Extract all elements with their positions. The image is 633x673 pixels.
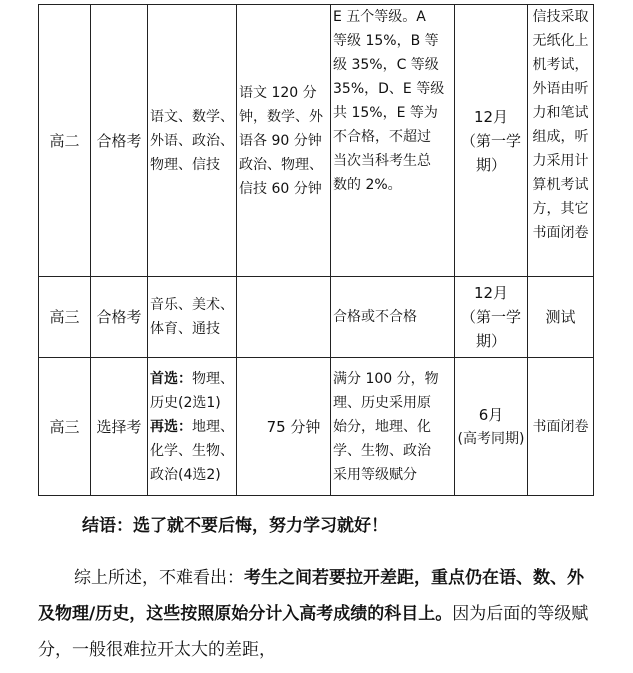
method-line: 机考试，: [532, 57, 589, 73]
subjects-line: 语文、数学、: [150, 108, 234, 125]
exam-type-cell: 合格考: [91, 277, 148, 358]
subjects-line: [150, 415, 234, 439]
grading-cell: [331, 358, 455, 496]
grading-line: 等级 15%，B 等: [333, 33, 439, 49]
second-choice-label: 再选：: [150, 418, 192, 435]
second-choice-subjects: 地理、: [192, 418, 234, 435]
time-line: （第一学: [460, 308, 521, 326]
time-line: 期）: [475, 155, 506, 174]
time-line: (高考同期): [457, 430, 525, 447]
grade-cell: 高三: [39, 358, 91, 496]
subjects-line: [150, 367, 234, 391]
duration-line: 钟，数学、外: [239, 108, 323, 125]
duration-cell: [237, 5, 331, 277]
paragraph-tail: 因为后面的等级赋分，一般很难拉开太大的差距，: [38, 604, 589, 660]
grading-line: 共 15%，E 等为: [333, 105, 438, 121]
duration-line: 政治、物理、: [239, 156, 323, 173]
method-line: 组成，听: [532, 129, 589, 145]
grading-line: 始分，地理、化: [333, 418, 431, 435]
duration-line: 语各 90 分钟: [239, 132, 322, 149]
method-line: 力采用计: [532, 153, 589, 169]
paragraph-emphasis: 考生之间若要拉开差距，重点仍在语、数、外及物理/历史，这些按照原始分计入高考成绩的科目上。: [38, 568, 584, 624]
time-line: （第一学: [460, 131, 521, 150]
grading-cell: [331, 5, 455, 277]
time-line: 12月: [473, 107, 509, 126]
method-line: 外语由听: [532, 81, 589, 97]
method-line: 力和笔试: [532, 105, 589, 121]
time-cell: [455, 5, 528, 277]
method-line: 无纸化上: [532, 33, 589, 49]
exam-type-cell: 选择考: [91, 358, 148, 496]
subjects-line: 物理、信技: [150, 156, 220, 173]
subjects-line: 音乐、美术、: [150, 297, 234, 313]
subjects-line: 政治(4选2): [150, 466, 221, 483]
exam-schedule-table: [38, 4, 594, 496]
conclusion-heading: 结语：选了就不要后悔，努力学习就好！: [82, 516, 388, 536]
grading-line: E 五个等级。A: [333, 9, 426, 25]
method-line: 书面闭卷: [532, 225, 589, 241]
duration-line: 信技 60 分钟: [239, 180, 322, 197]
time-line: 6月: [478, 405, 504, 424]
method-line: 信技采取: [532, 9, 589, 25]
subjects-cell: [148, 358, 237, 496]
grading-line: 采用等级赋分: [333, 466, 417, 483]
grading-line: 不合格，不超过: [333, 129, 431, 145]
subjects-line: 化学、生物、: [150, 442, 234, 459]
table-row: [39, 5, 594, 277]
first-choice-subjects: 物理、: [192, 370, 234, 387]
subjects-cell: [148, 5, 237, 277]
first-choice-label: 首选：: [150, 370, 192, 387]
subjects-cell: [148, 277, 237, 358]
grading-line: 当次当科考生总: [333, 153, 431, 169]
table-row: [39, 358, 594, 496]
grading-cell: [331, 277, 455, 358]
grade-cell: 高三: [39, 277, 91, 358]
duration-cell: [237, 277, 331, 358]
grading-line: 学、生物、政治: [333, 442, 431, 459]
time-line: 期）: [475, 332, 506, 350]
table-row: [39, 277, 594, 358]
time-line: 12月: [473, 284, 509, 302]
method-line: 算机考试: [532, 177, 589, 193]
exam-type-cell: 合格考: [91, 5, 148, 277]
subjects-line: 体育、通技: [150, 321, 220, 337]
summary-paragraph: [38, 560, 598, 668]
grading-line: 满分 100 分，物: [333, 370, 439, 387]
grading-line: 35%，D、E 等级: [333, 81, 445, 97]
grading-line: 级 35%，C 等级: [333, 57, 439, 73]
time-cell: [455, 358, 528, 496]
method-cell: 测试: [528, 277, 594, 358]
method-cell: 书面闭卷: [528, 358, 594, 496]
method-line: 方，其它: [532, 201, 589, 217]
grade-cell: 高二: [39, 5, 91, 277]
duration-line: 语文 120 分: [239, 84, 317, 101]
time-cell: [455, 277, 528, 358]
grading-line: 理、历史采用原: [333, 394, 431, 411]
subjects-line: 外语、政治、: [150, 132, 234, 149]
method-cell: [528, 5, 594, 277]
subjects-line: 历史(2选1): [150, 394, 221, 411]
grading-line: 数的 2%。: [333, 177, 402, 193]
duration-cell: 75 分钟: [237, 358, 331, 496]
paragraph-lead: 综上所述，不难看出：: [74, 568, 244, 588]
grading-line: 合格或不合格: [333, 309, 417, 325]
